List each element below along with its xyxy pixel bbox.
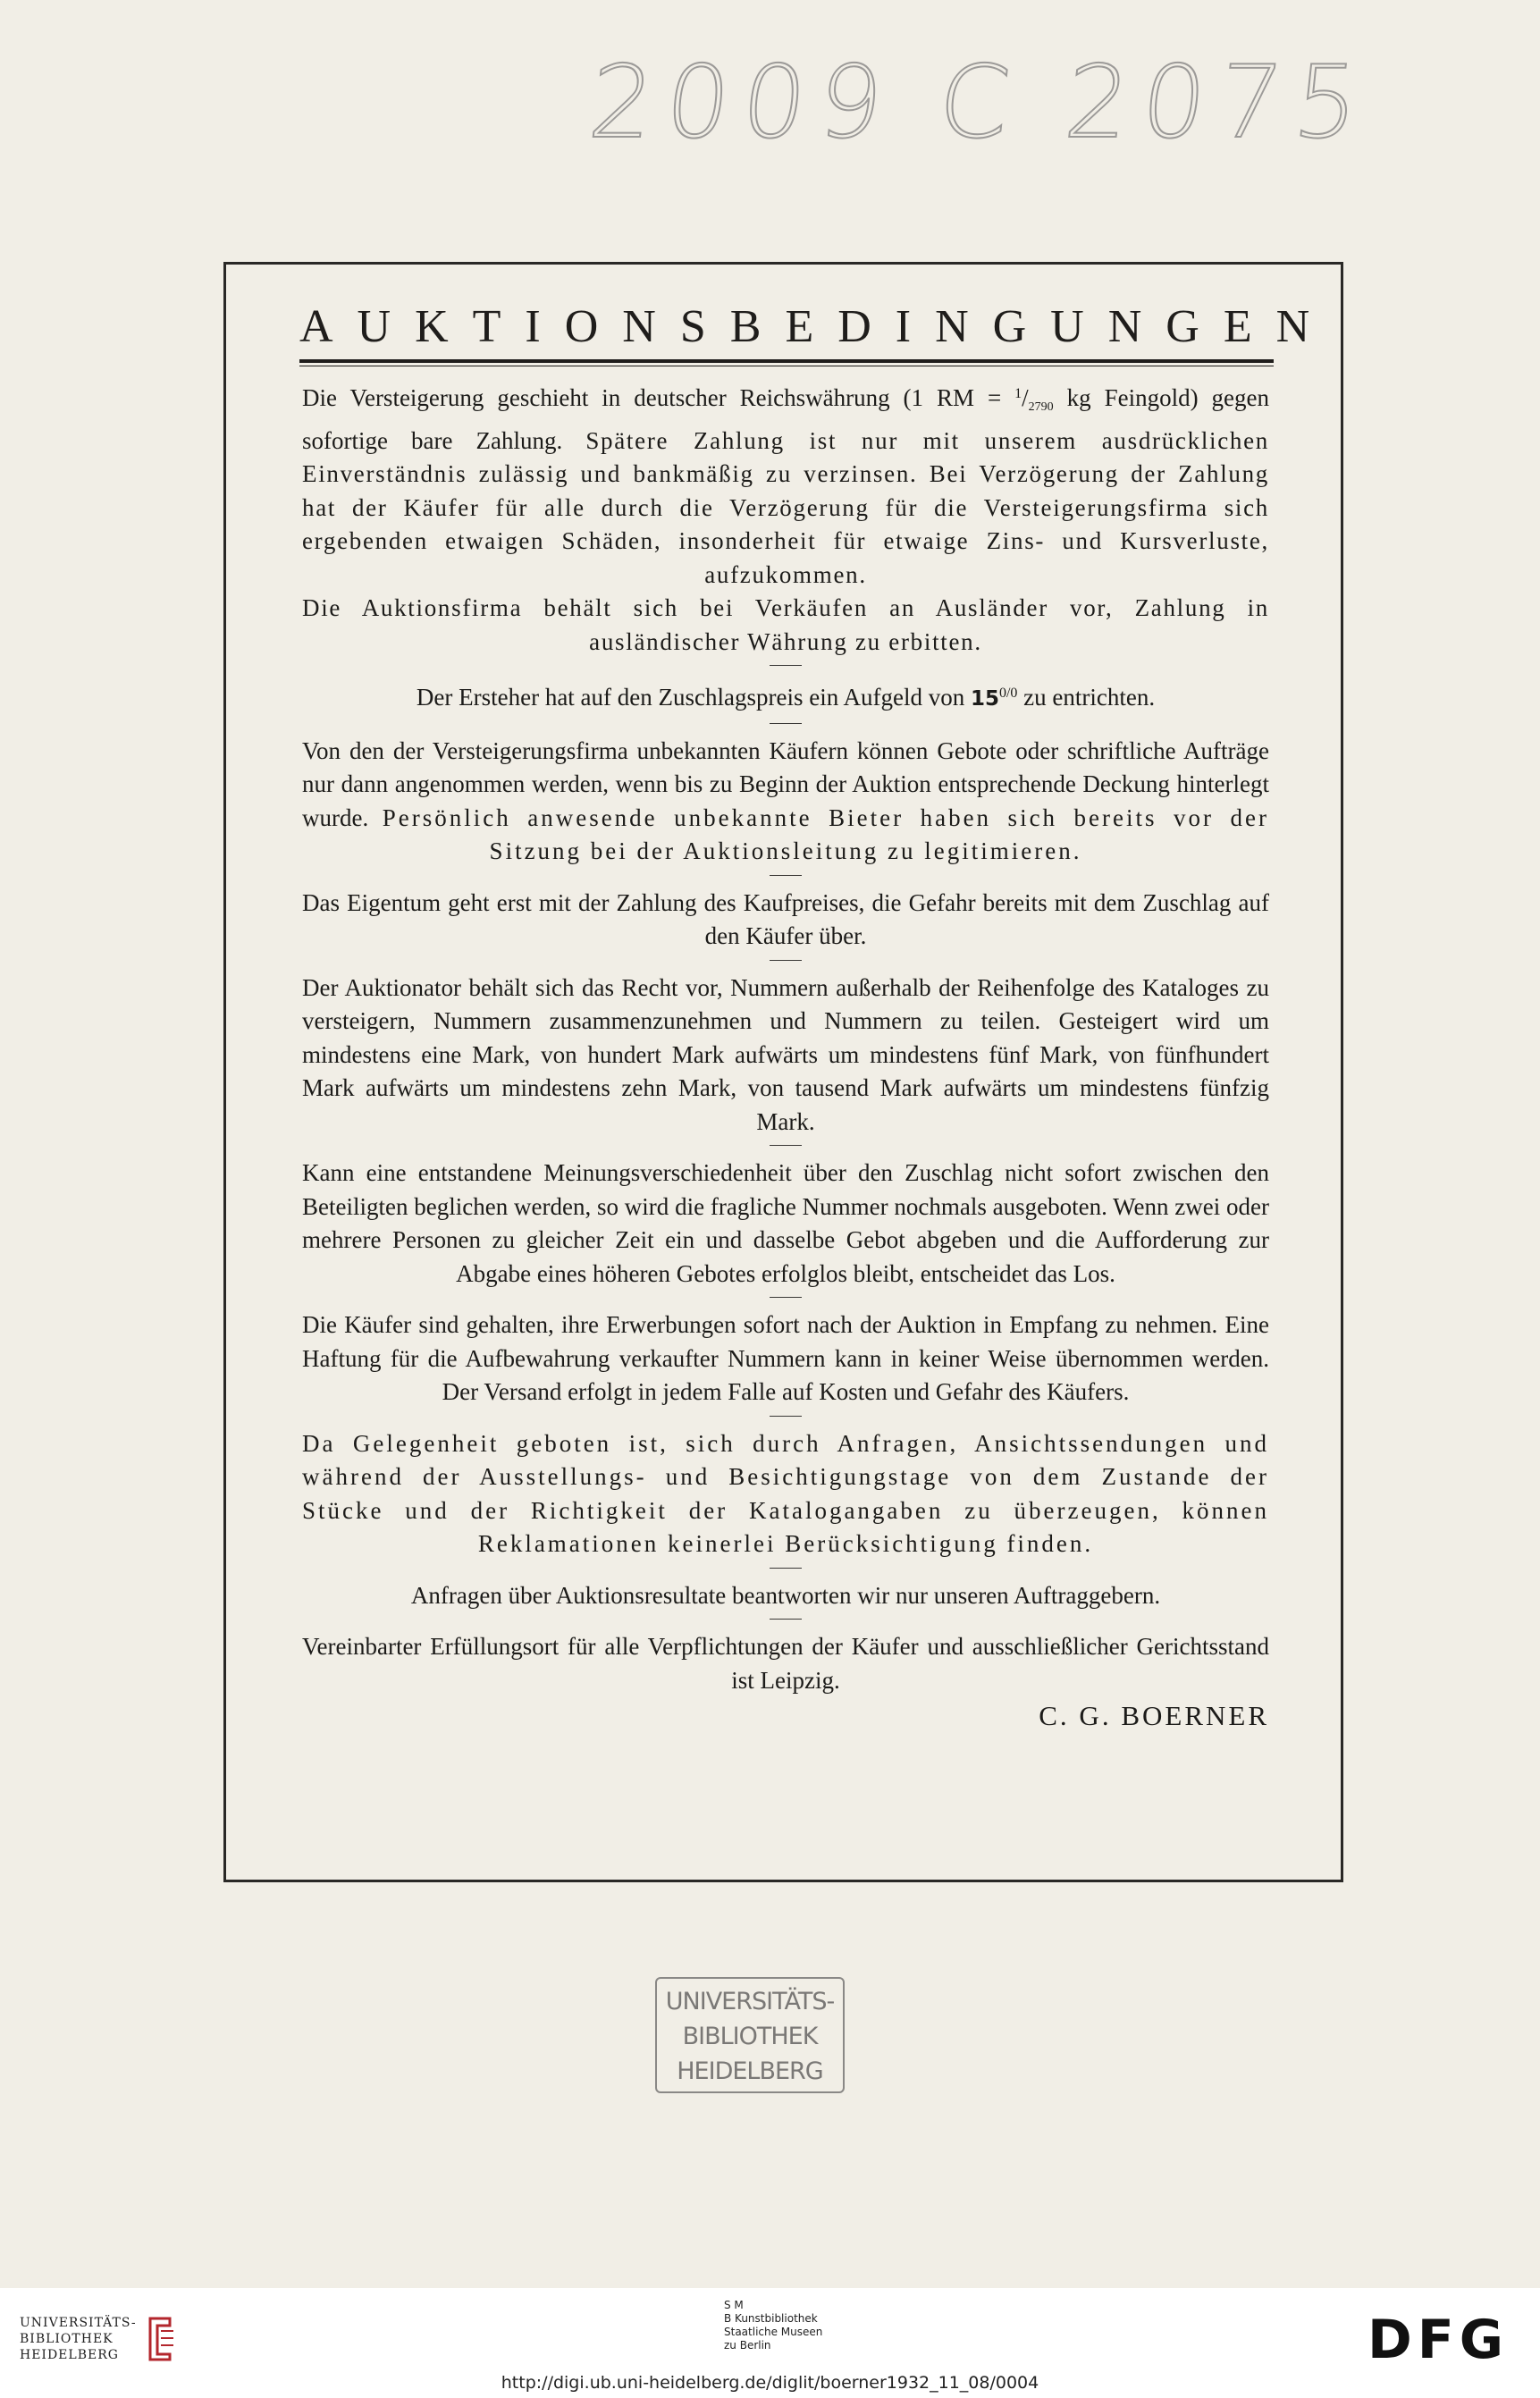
- text-segment: Der Ersteher hat auf den Zuschlagspreis ein Aufgeld von: [416, 684, 971, 711]
- text-segment: kg Feingold) gegen sofortige bare Zahlung.: [302, 384, 1269, 454]
- dfg-logo[interactable]: DFG: [1367, 2309, 1510, 2371]
- stamp-line: HEIDELBERG: [677, 2057, 823, 2085]
- library-stamp: [655, 1977, 845, 2093]
- separator: [770, 1416, 802, 1417]
- paragraph-disputes: Kann eine entstandene Meinungsverschiedenheit über den Zuschlag nicht sofort zwischen den Beteiligten beglichen werden, so wird die fragliche Nummer nochmals ausgeboten. Wenn zwei oder mehrere Personen zu gleicher Zeit ein und dasselbe Gebot abgeben und die Aufforderung zur Abgabe eines höheren Gebotes erfolglos bleibt, entscheidet das Los.: [302, 1159, 1269, 1287]
- stamp-line: BIBLIOTHEK: [682, 2023, 818, 2050]
- kunstbibliothek-logo[interactable]: [724, 2299, 885, 2352]
- paragraph-payment: Die Versteigerung geschieht in deutscher Reichswährung (1 RM = $^1$/2790 kg Feingold) gegen sofortige bare Zahlung. Spätere Zahlung ist nur mit unserem ausdrücklichen Einverständnis zulässig und bankmäßig zu verzinsen. Bei Verzögerung der Zahlung hat der Käufer für alle durch die Verzögerung für die Versteigerungsfirma sich ergebenden etwaigen Schäden, insonderheit für etwaige Zins- und Kursverluste, aufzukommen.: [302, 384, 1269, 588]
- signature-row: [302, 1697, 1269, 1737]
- separator: [770, 723, 802, 724]
- page-title: AUKTIONSBEDINGUNGEN: [299, 301, 1334, 352]
- logo-line: zu Berlin: [724, 2339, 771, 2352]
- logo-line: UNIVERSITÄTS-: [20, 2316, 137, 2330]
- logo-line: Staatliche Museen: [724, 2326, 823, 2338]
- paragraph-auctioneer-rights: Der Auktionator behält sich das Recht vor, Nummern außerhalb der Reihenfolge des Kataloges zu versteigern, Nummern zusammenzunehmen und Nummern zu teilen. Gesteigert wird um mindestens eine Mark, von hundert Mark aufwärts um mindestens fünf Mark, von fünfhundert Mark aufwärts um mindestens zehn Mark, von tausend Mark aufwärts um mindestens fünfzig Mark.: [302, 973, 1269, 1135]
- university-library-logo[interactable]: [20, 2315, 145, 2363]
- fraction-denominator: 2790: [1028, 400, 1054, 414]
- paragraph-inspection: Da Gelegenheit geboten ist, sich durch Anfragen, Ansichtssendungen und während der Ausstellungs- und Besichtigungstage von dem Zustande der Stücke und der Richtigkeit der Katalogangaben zu überzeugen, können Reklamationen keinerlei Berücksichtigung finden.: [302, 1429, 1269, 1557]
- fraction-numerator: 1: [1014, 386, 1022, 401]
- paragraph-unknown-buyers: [302, 735, 1269, 869]
- paragraph-premium: [302, 677, 1269, 717]
- paragraph-foreign-currency: Die Auktionsfirma behält sich bei Verkäufen an Ausländer vor, Zahlung in ausländischer Währung zu erbitten.: [302, 594, 1269, 655]
- handwritten-shelfmark: 2009 C 2075: [584, 45, 1377, 161]
- separator: [770, 1145, 802, 1146]
- separator: [770, 665, 802, 666]
- stamp-line: UNIVERSITÄTS-: [665, 1988, 835, 2015]
- logo-line: B Kunstbibliothek: [724, 2312, 818, 2325]
- separator: [770, 960, 802, 961]
- logo-line: BIBLIOTHEK: [20, 2332, 114, 2346]
- paragraph-jurisdiction: Vereinbarter Erfüllungsort für alle Verpflichtungen der Käufer und ausschließlicher Gerichtsstand ist Leipzig.: [302, 1633, 1269, 1694]
- separator: [770, 875, 802, 876]
- signature: C. G. BOERNER: [1039, 1700, 1269, 1731]
- text-segment: Die Versteigerung geschieht in deutscher Reichswährung (1 RM =: [302, 384, 1015, 411]
- library-emblem-icon: [143, 2315, 177, 2361]
- paragraph-ownership: Das Eigentum geht erst mit der Zahlung des Kaufpreises, die Gefahr bereits mit dem Zuschlag auf den Käufer über.: [302, 888, 1269, 949]
- percent-sign: 0/0: [998, 686, 1018, 701]
- separator: [770, 1619, 802, 1620]
- title-rule-thick: [299, 359, 1274, 363]
- text-segment-spaced: Spätere Zahlung ist nur mit unserem ausdrücklichen Einverständnis zulässig und bankmäßig zu verzinsen. Bei Verzögerung der Zahlung hat der Käufer für alle durch die Verzögerung für die Versteigerungsfirma sich ergebenden etwaigen Schäden, insonderheit für etwaige Zins- und Kursverluste, aufzukommen.: [302, 426, 1269, 588]
- paragraph-results: Anfragen über Auktionsresultate beantworten wir nur unseren Auftraggebern.: [410, 1581, 1161, 1609]
- separator: [770, 1297, 802, 1298]
- text-segment: zu entrichten.: [1017, 684, 1156, 711]
- text-segment: Von den der Versteigerungsfirma unbekannten Käufern können Gebote oder schriftliche Aufträge nur dann angenommen werden, wenn bis zu Beginn der Auktion entsprechende Deckung hinterlegt wurde.: [302, 736, 1269, 831]
- permalink-url[interactable]: http://digi.ub.uni-heidelberg.de/diglit/boerner1932_11_08/0004: [501, 2373, 1039, 2393]
- conditions-text: [302, 377, 1269, 1737]
- logo-line: S M: [724, 2299, 744, 2311]
- separator: [770, 1568, 802, 1569]
- logo-line: HEIDELBERG: [20, 2348, 119, 2362]
- paragraph-collection: Die Käufer sind gehalten, ihre Erwerbungen sofort nach der Auktion in Empfang zu nehmen. Eine Haftung für die Aufbewahrung verkaufter Nummern kann in keiner Weise übernommen werden. Der Versand erfolgt in jedem Falle auf Kosten und Gefahr des Käufers.: [302, 1311, 1269, 1405]
- text-segment-spaced: Persönlich anwesende unbekannte Bieter haben sich bereits vor der Sitzung bei der Auktionsleitung zu legitimieren.: [382, 804, 1269, 864]
- premium-number: 15: [970, 687, 999, 711]
